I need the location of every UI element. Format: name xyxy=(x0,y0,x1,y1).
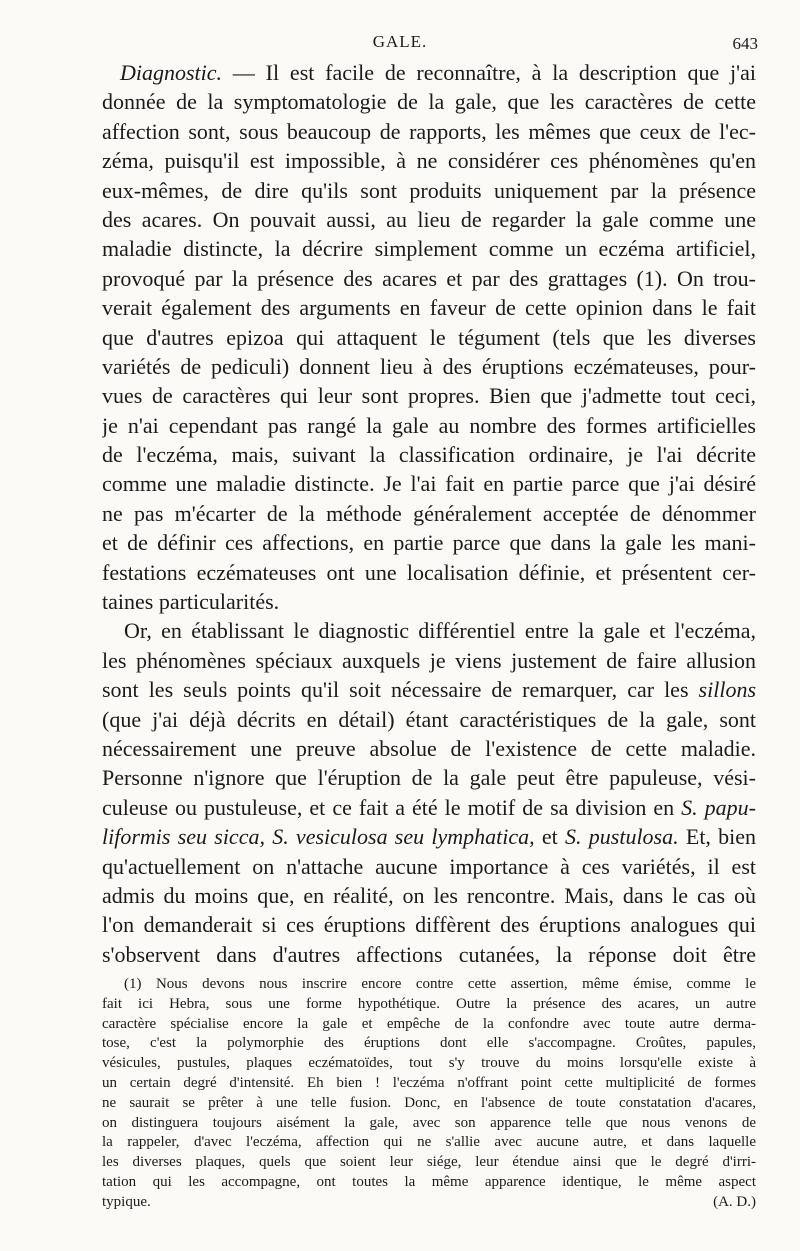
footnote xyxy=(102,975,756,1213)
footnote-line: vésicules, pustules, plaques eczématoïdes, tout s'y trouve du moins lorsqu'elle existe à xyxy=(102,1055,756,1072)
text-line: verait également des arguments en faveur de cette opinion dans le fait xyxy=(102,295,756,321)
italic-term: sillons xyxy=(698,677,756,703)
text-line: maladie distincte, la décrire simplement comme un eczéma artificiel, xyxy=(102,236,756,262)
footnote-line: tose, c'est la polymorphie des éruptions dont elle s'accompagne. Croûtes, papules, xyxy=(102,1035,756,1052)
text-line: liformis seu sicca, S. vesiculosa seu lymphatica, et S. pustulosa. Et, bien xyxy=(102,824,756,850)
text-line: comme une maladie distincte. Je l'ai fait en partie parce que j'ai désiré xyxy=(102,471,756,497)
text-line: eux-mêmes, de dire qu'ils sont produits uniquement par la présence xyxy=(102,177,756,203)
footnote-line: fait ici Hebra, sous une forme hypothétique. Outre la présence des acares, un autre xyxy=(102,995,756,1012)
text-line: festations eczémateuses ont une localisation définie, et présentent cer- xyxy=(102,559,756,585)
text-line: culeuse ou pustuleuse, et ce fait a été le motif de sa division en S. papu- xyxy=(102,794,756,820)
text-line: (que j'ai déjà décrits en détail) étant caractéristiques de la gale, sont xyxy=(102,706,756,732)
footnote-line: un certain degré d'intensité. Eh bien ! l'eczéma n'offrant point cette multiplicité de formes xyxy=(102,1074,756,1091)
footnote-line: la rappeler, d'avec l'eczéma, affection qui ne s'allie avec aucune autre, et dans laquelle xyxy=(102,1134,756,1151)
footnote-line: typique. (A. D.) xyxy=(102,1193,756,1213)
page-number: 643 xyxy=(732,34,758,53)
text-line: taines particularités. xyxy=(102,589,280,615)
section-heading-diagnostic: Diagnostic. xyxy=(120,60,223,85)
text-line: s'observent dans d'autres affections cutanées, la réponse doit être xyxy=(102,941,756,967)
text-line: nécessairement une preuve absolue de l'existence de cette maladie. xyxy=(102,735,756,761)
italic-term: S. papu- xyxy=(681,794,756,820)
text-line: admis du moins que, en réalité, on les rencontre. Mais, dans le cas où xyxy=(102,882,756,908)
text-line: les phénomènes spéciaux auxquels je viens justement de faire allusion xyxy=(102,647,756,673)
text-line: qu'actuellement on n'attache aucune importance à ces variétés, il est xyxy=(102,853,756,879)
text-line: je n'ai cependant pas rangé la gale au nombre des formes artificielles xyxy=(102,412,756,438)
running-title: GALE. xyxy=(372,32,428,51)
text-line: vues de caractères qui leur sont propres. Bien que j'admette tout ceci, xyxy=(102,383,756,409)
text-line: de l'eczéma, mais, suivant la classification ordinaire, je l'ai décrite xyxy=(102,442,756,468)
text-line: que d'autres epizoa qui attaquent le tégument (tels que les diverses xyxy=(102,324,756,350)
italic-term: S. pustulosa. xyxy=(565,824,679,850)
footnote-line: les diverses plaques, quels que soient leur siége, leur étendue ainsi que le degré d'irri- xyxy=(102,1154,756,1171)
footnote-line: caractère spécialise encore la gale et empêche de la confondre avec toute autre derma- xyxy=(102,1015,756,1032)
footnote-line: ne saurait se prêter à une telle fusion. Donc, en l'absence de toute constatation d'acares, xyxy=(102,1094,756,1111)
text-line: Or, en établissant le diagnostic différentiel entre la gale et l'eczéma, xyxy=(124,618,756,644)
text-line: des acares. On pouvait aussi, au lieu de regarder la gale comme une xyxy=(102,206,756,232)
footnote-line: (1) Nous devons nous inscrire encore contre cette assertion, même émise, comme le xyxy=(124,976,756,992)
running-head xyxy=(0,30,800,54)
text-line: ne pas m'écarter de la méthode généralement acceptée de dénommer xyxy=(102,500,756,526)
text-line: variétés de pediculi) donnent lieu à des éruptions eczémateuses, pour- xyxy=(102,353,756,379)
text-line: provoqué par la présence des acares et par des grattages (1). On trou- xyxy=(102,265,756,291)
italic-term: liformis seu sicca, S. vesiculosa seu lymphatica, xyxy=(102,824,535,850)
body-text xyxy=(102,58,756,969)
text-line: affection sont, sous beaucoup de rapports, les mêmes que ceux de l'ec- xyxy=(102,118,756,144)
footnote-line: on distinguera toujours aisément la gale, avec son apparence telle que nous venons de xyxy=(102,1114,756,1131)
text-line: donnée de la symptomatologie de la gale, que les caractères de cette xyxy=(102,89,756,115)
footnote-line: tation qui les accompagne, ont toutes la même apparence identique, le même aspect xyxy=(102,1173,756,1190)
text-line: zéma, puisqu'il est impossible, à ne considérer ces phénomènes qu'en xyxy=(102,148,756,174)
footnote-signature: (A. D.) xyxy=(713,1193,756,1210)
text-line: Personne n'ignore que l'éruption de la gale peut être papuleuse, vési- xyxy=(102,765,756,791)
text-line: l'on demanderait si ces éruptions diffèrent des éruptions analogues qui xyxy=(102,912,756,938)
text-line: Diagnostic. — Il est facile de reconnaître, à la description que j'ai xyxy=(120,60,756,85)
text-line: sont les seuls points qu'il soit nécessaire de remarquer, car les sillons xyxy=(102,677,756,703)
text-line: et de définir ces affections, en partie parce que dans la gale les mani- xyxy=(102,530,756,556)
